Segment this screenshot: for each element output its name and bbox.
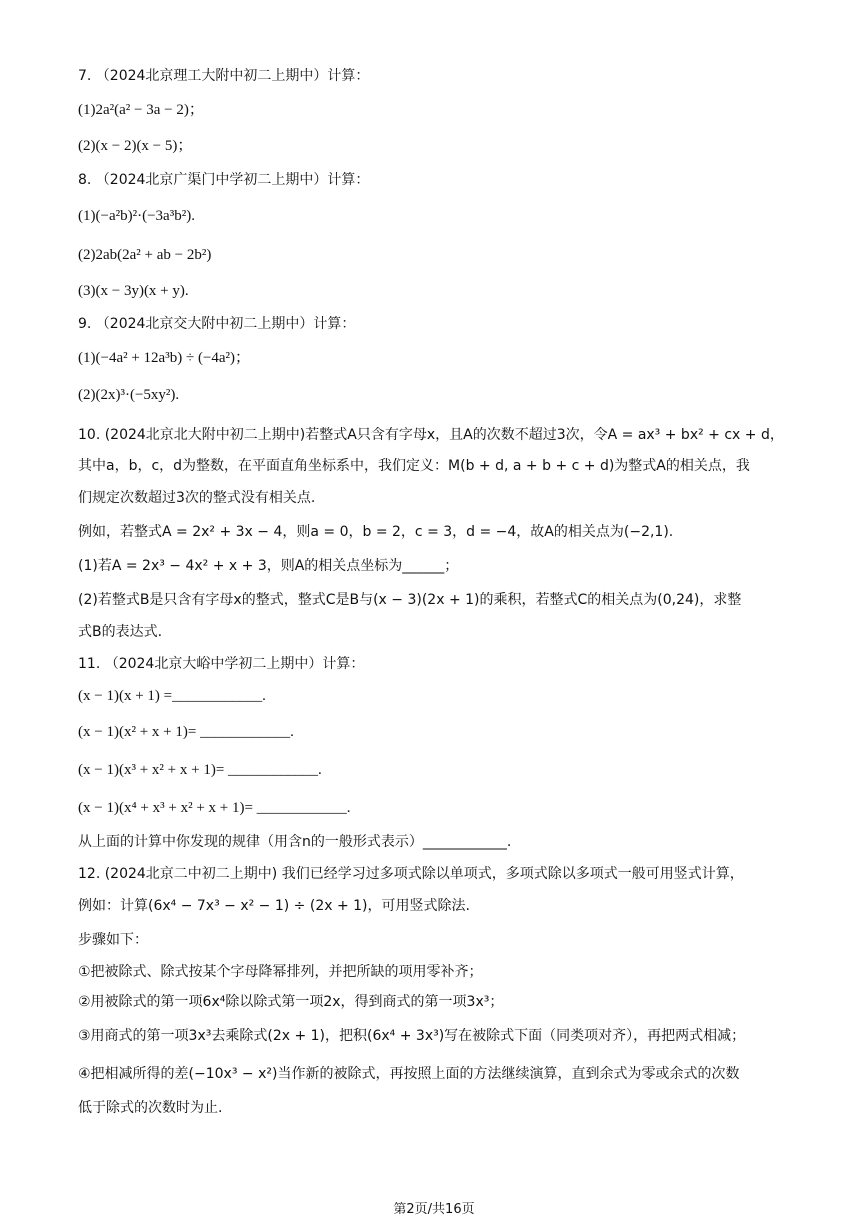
question-7-part-2: (2)(x − 2)(x − 5)； xyxy=(78,138,193,154)
question-8-part-3: (3)(x − 3y)(x + y). xyxy=(78,283,189,299)
question-11-rule: 从上面的计算中你发现的规律（用含n的一般形式表示）____________. xyxy=(78,834,512,850)
question-9-part-2: (2)(2x)³·(−5xy²). xyxy=(78,387,180,403)
question-12-line-1: 12. (2024北京二中初二上期中) 我们已经学习过多项式除以单项式，多项式除以多项式一般可用竖式计算， xyxy=(78,866,744,882)
question-10-line-1: 10. (2024北京北大附中初二上期中)若整式A只含有字母x，且A的次数不超过3次，令A = ax³ + bx² + cx + d， xyxy=(78,427,784,443)
question-10-example: 例如，若整式A = 2x² + 3x − 4，则a = 0，b = 2，c = 3，d = −4，故A的相关点为(−2,1). xyxy=(78,524,674,540)
question-7-stem: 7. （2024北京理工大附中初二上期中）计算： xyxy=(78,68,370,84)
page-number: 第2页/共16页 xyxy=(393,1202,475,1217)
question-12-step-3: ③用商式的第一项3x³去乘除式(2x + 1)，把积(6x⁴ + 3x³)写在被除式下面（同类项对齐），再把两式相减； xyxy=(78,1028,746,1044)
question-9-part-1: (1)(−4a² + 12a³b) ÷ (−4a²)； xyxy=(78,350,251,366)
question-12-step-4: ④把相减所得的差(−10x³ − x²)当作新的被除式，再按照上面的方法继续演算，直到余式为零或余式的次数 xyxy=(78,1066,740,1082)
question-10-part-2: (2)若整式B是只含有字母x的整式，整式C是B与(x − 3)(2x + 1)的乘积，若整式C的相关点为(0,24)，求整 xyxy=(78,592,742,608)
question-7-part-1: (1)2a²(a² − 3a − 2)； xyxy=(78,102,204,118)
question-11-expr-1: (x − 1)(x + 1) =____________. xyxy=(78,688,266,704)
question-9-stem: 9. （2024北京交大附中初二上期中）计算： xyxy=(78,316,356,332)
question-10-line-2: 其中a，b，c，d为整数，在平面直角坐标系中，我们定义：M(b + d, a + b + c + d)为整式A的相关点，我 xyxy=(78,458,750,474)
question-11-expr-2: (x − 1)(x² + x + 1)= ____________. xyxy=(78,724,294,740)
question-8-stem: 8. （2024北京广渠门中学初二上期中）计算： xyxy=(78,172,370,188)
question-12-line-2: 例如：计算(6x⁴ − 7x³ − x² − 1) ÷ (2x + 1)，可用竖式除法. xyxy=(78,898,470,914)
question-11-expr-4: (x − 1)(x⁴ + x³ + x² + x + 1)= ____________. xyxy=(78,800,351,816)
question-10-line-3: 们规定次数超过3次的整式没有相关点. xyxy=(78,490,316,506)
question-11-stem: 11. （2024北京大峪中学初二上期中）计算： xyxy=(78,656,365,672)
question-12-step-1: ①把被除式、除式按某个字母降幂排列，并把所缺的项用零补齐； xyxy=(78,964,483,980)
question-8-part-2: (2)2ab(2a² + ab − 2b²) xyxy=(78,247,212,263)
question-12-step-4-cont: 低于除式的次数时为止. xyxy=(78,1100,223,1116)
question-11-expr-3: (x − 1)(x³ + x² + x + 1)= ____________. xyxy=(78,762,322,778)
question-12-step-2: ②用被除式的第一项6x⁴除以除式第一项2x，得到商式的第一项3x³； xyxy=(78,994,504,1010)
question-10-part-1: (1)若A = 2x³ − 4x² + x + 3，则A的相关点坐标为______； xyxy=(78,558,459,574)
question-12-steps-heading: 步骤如下： xyxy=(78,932,148,948)
question-8-part-1: (1)(−a²b)²·(−3a³b²). xyxy=(78,208,195,224)
question-10-part-2-cont: 式B的表达式. xyxy=(78,624,163,640)
